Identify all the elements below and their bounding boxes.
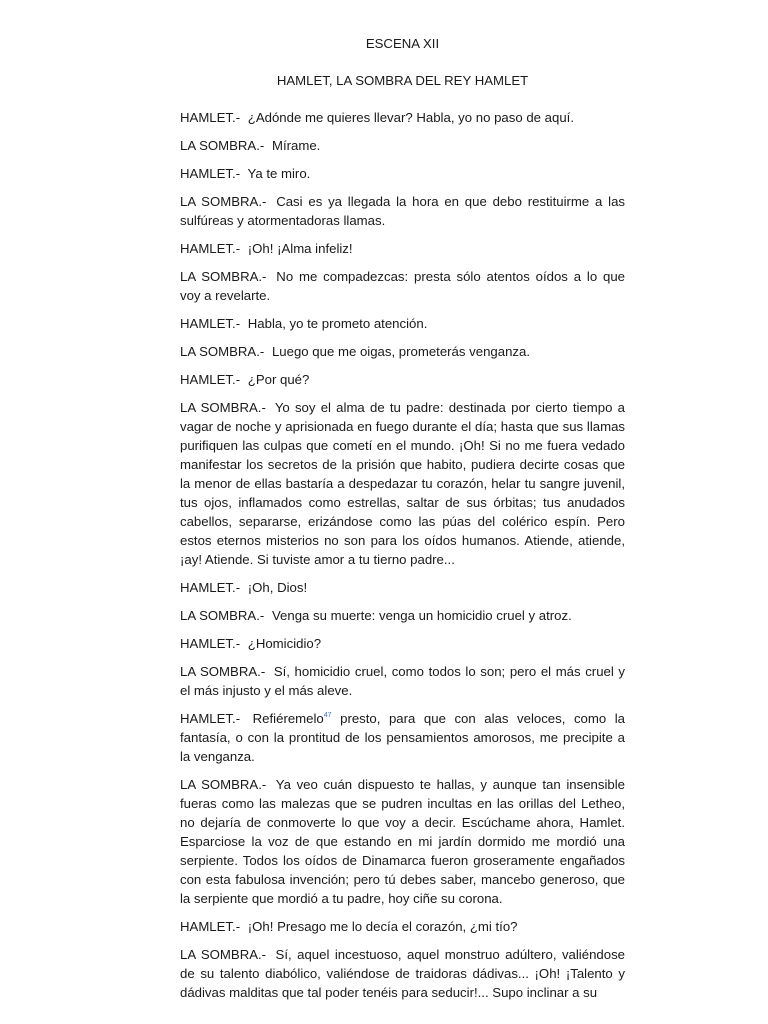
line-text-start: Refiéremelo [252, 711, 324, 726]
speaker-label: HAMLET.- [180, 919, 241, 934]
speaker-label: LA SOMBRA.- [180, 344, 265, 359]
line-text: Venga su muerte: venga un homicidio cruel y atroz. [271, 608, 572, 623]
dialogue-line [180, 578, 625, 597]
dialogue-line [180, 606, 625, 625]
line-text: Yo soy el alma de tu padre: destinada por cierto tiempo a vagar de noche y aprisionada en fuego durante el día; hasta que sus llamas purifiquen las culpas que cometí en el mundo. ¡Oh! Si no me fuera vedado manifestar los secretos de la prisión que habito, pudiera decirte cosas que la menor de ellas bastaría a despedazar tu corazón, helar tu sangre juvenil, tus ojos, inflamados como estrellas, saltar de sus órbitas; tus anudados cabellos, separarse, erizándose como las púas del colérico espín. Pero estos eternos misterios no son para los oídos humanos. Atiende, atiende, ¡ay! Atiende. Si tuviste amor a tu tierno padre... [180, 400, 625, 567]
line-text: Luego que me oigas, prometerás venganza. [271, 344, 531, 359]
dialogue-line [180, 267, 625, 305]
speaker-label: LA SOMBRA.- [180, 400, 266, 415]
line-text: ¿Homicidio? [247, 636, 322, 651]
line-text: ¡Oh, Dios! [247, 580, 308, 595]
speaker-label: HAMLET.- [180, 636, 241, 651]
footnote-link[interactable]: 47 [323, 712, 332, 719]
line-text: Mírame. [271, 138, 321, 153]
line-text: presto, para que con alas veloces, como la fantasía, o con la prontitud de los pensamientos amorosos, me precipite a la venganza. [180, 711, 626, 764]
speaker-label: HAMLET.- [180, 316, 241, 331]
speaker-label: LA SOMBRA.- [180, 194, 267, 209]
dialogue-line [180, 634, 625, 653]
dialogue-line [180, 709, 625, 766]
dialogue-line [180, 662, 625, 700]
line-text: No me compadezcas: presta sólo atentos oídos a lo que voy a revelarte. [180, 269, 625, 303]
speaker-label: LA SOMBRA.- [180, 777, 267, 792]
dialogue-line [180, 917, 625, 936]
dialogue-line [180, 314, 625, 333]
line-text: ¡Oh! ¡Alma infeliz! [247, 241, 353, 256]
speaker-label: HAMLET.- [180, 241, 241, 256]
dialogue-line [180, 342, 625, 361]
scene-title: ESCENA XII [365, 36, 440, 51]
line-text: ¿Por qué? [247, 372, 310, 387]
dialogue-line [180, 775, 625, 908]
dialogue-line [180, 164, 625, 183]
dialogue-line [180, 136, 625, 155]
speaker-label: HAMLET.- [180, 580, 241, 595]
speaker-label: LA SOMBRA.- [180, 138, 265, 153]
dialogue-line [180, 192, 625, 230]
line-text: ¿Adónde me quieres llevar? Habla, yo no paso de aquí. [247, 110, 574, 125]
line-text: Sí, homicidio cruel, como todos lo son; pero el más cruel y el más injusto y el más aleve. [180, 664, 625, 698]
dialogue-line [180, 945, 625, 1002]
speaker-label: LA SOMBRA.- [180, 664, 266, 679]
speaker-label: HAMLET.- [180, 110, 241, 125]
dialogue-line [180, 398, 625, 569]
speaker-label: HAMLET.- [180, 166, 241, 181]
speaker-label: HAMLET.- [180, 711, 241, 726]
line-text: Ya veo cuán dispuesto te hallas, y aunque tan insensible fueras como las malezas que se pudren incultas en las orillas del Letheo, no dejaría de conmoverte lo que voy a decir. Escúchame ahora, Hamlet. Esparciose la voz de que estando en mi jardín dormido me mordió una serpiente. Todos los oídos de Dinamarca fueron groseramente engañados con esta fabulosa invención; pero tú debes saber, mancebo generoso, que la serpiente que mordió a tu padre, hoy ciñe su corona. [180, 777, 626, 906]
line-text: ¡Oh! Presago me lo decía el corazón, ¿mi tío? [247, 919, 518, 934]
line-text: Casi es ya llegada la hora en que debo restituirme a las sulfúreas y atormentadoras llamas. [180, 194, 626, 228]
document-body [180, 34, 625, 1011]
line-text: Ya te miro. [247, 166, 311, 181]
scene-subtitle: HAMLET, LA SOMBRA DEL REY HAMLET [276, 73, 529, 88]
dialogue-line [180, 370, 625, 389]
line-text: Sí, aquel incestuoso, aquel monstruo adúltero, valiéndose de su talento diabólico, valiéndose de traidoras dádivas... ¡Oh! ¡Talento y dádivas malditas que tal poder tenéis para seducir!... Supo inclinar a su [180, 947, 626, 1000]
speaker-label: LA SOMBRA.- [180, 269, 267, 284]
dialogue-line [180, 239, 625, 258]
speaker-label: LA SOMBRA.- [180, 608, 265, 623]
dialogue-line [180, 108, 625, 127]
line-text: Habla, yo te prometo atención. [247, 316, 428, 331]
speaker-label: LA SOMBRA.- [180, 947, 267, 962]
speaker-label: HAMLET.- [180, 372, 241, 387]
